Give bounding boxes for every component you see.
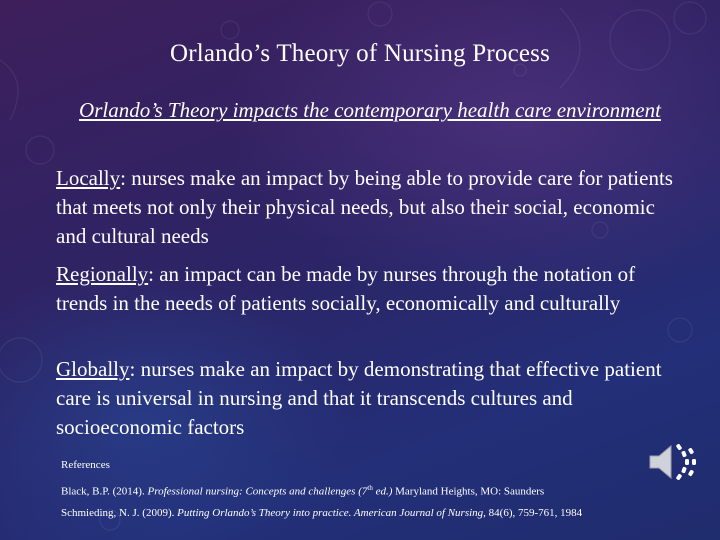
reference-author: Schmieding, N. J. (2009). bbox=[61, 507, 178, 519]
reference-publisher: Maryland Heights, MO: Saunders bbox=[392, 485, 545, 498]
point-regionally bbox=[56, 260, 676, 318]
reference-title: Professional nursing: Concepts and challenges (7 bbox=[147, 485, 368, 498]
reference-details: 84(6), 759-761, 1984 bbox=[485, 507, 583, 519]
reference-black bbox=[61, 484, 661, 498]
slide-subtitle: Orlando’s Theory impacts the contemporary health care environment bbox=[79, 98, 661, 122]
point-locally bbox=[56, 164, 676, 251]
point-text: : an impact can be made by nurses through the notation of trends in the needs of patients socially, economically and culturally bbox=[56, 262, 636, 315]
references-heading: References bbox=[61, 459, 110, 471]
reference-schmieding bbox=[61, 507, 661, 519]
reference-title: Putting Orlando’s Theory into practice. American Journal of Nursing, bbox=[177, 507, 486, 519]
speaker-icon[interactable] bbox=[646, 436, 698, 488]
point-term: Regionally bbox=[56, 262, 149, 286]
point-term: Globally bbox=[56, 357, 130, 381]
point-globally bbox=[56, 355, 676, 442]
reference-title-end: ed.) bbox=[372, 485, 393, 498]
reference-author: Black, B.P. (2014). bbox=[61, 485, 148, 498]
point-text: : nurses make an impact by being able to provide care for patients that meets not only their physical needs, but also their social, economic and cultural needs bbox=[56, 166, 673, 248]
reference-superscript: th bbox=[367, 484, 373, 492]
point-text: : nurses make an impact by demonstrating that effective patient care is universal in nursing and that it transcends cultures and socioeconomic factors bbox=[56, 357, 662, 439]
slide-title: Orlando’s Theory of Nursing Process bbox=[169, 40, 551, 67]
point-term: Locally bbox=[56, 166, 121, 190]
